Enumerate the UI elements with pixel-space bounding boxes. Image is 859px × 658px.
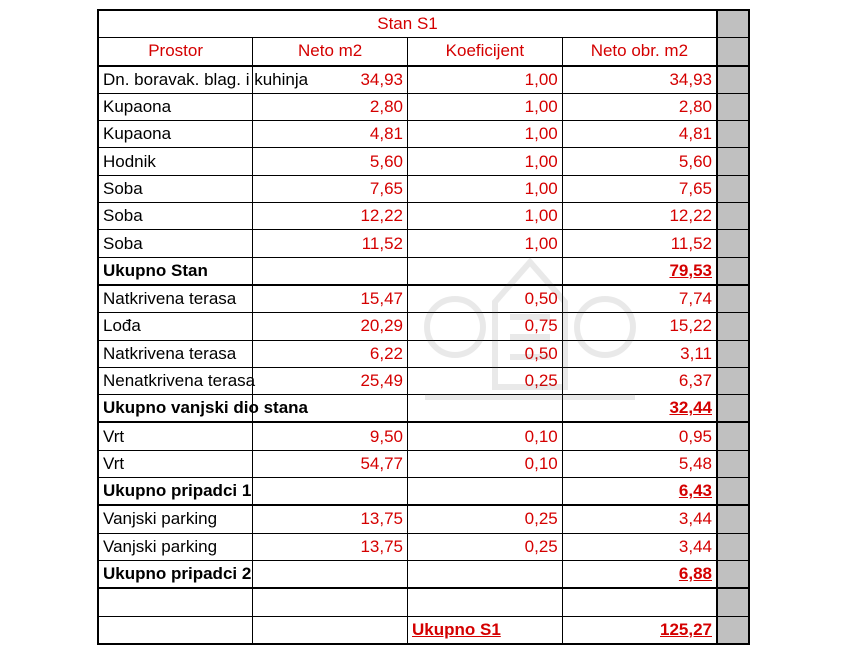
room-name: Vrt [98, 450, 253, 477]
coefficient: 1,00 [408, 121, 563, 148]
coefficient [408, 395, 563, 423]
computed-area: 5,60 [562, 148, 717, 175]
room-name: Vrt [98, 422, 253, 450]
gray-column-cell [717, 395, 749, 423]
computed-area: 3,44 [562, 505, 717, 533]
area-table [97, 9, 750, 645]
coefficient [408, 478, 563, 506]
net-area: 4,81 [253, 121, 408, 148]
room-name: Lođa [98, 313, 253, 340]
gray-column-cell [717, 560, 749, 588]
room-name: Hodnik [98, 148, 253, 175]
gray-column-cell [717, 450, 749, 477]
header-row [98, 38, 749, 66]
net-area [253, 478, 408, 506]
room-name: Kupaona [98, 121, 253, 148]
computed-area: 3,11 [562, 340, 717, 367]
net-area: 9,50 [253, 422, 408, 450]
header-room: Prostor [98, 38, 253, 66]
subtotal-label: Ukupno Stan [98, 257, 253, 285]
computed-area: 0,95 [562, 422, 717, 450]
gray-column-cell [717, 66, 749, 94]
subtotal-value: 6,43 [562, 478, 717, 506]
subtotal-label: Ukupno pripadci 2 [98, 560, 253, 588]
computed-area: 3,44 [562, 533, 717, 560]
subtotal-label: Ukupno vanjski dio stana [98, 395, 253, 423]
net-area: 54,77 [253, 450, 408, 477]
room-name: Vanjski parking [98, 505, 253, 533]
coefficient: 0,10 [408, 450, 563, 477]
subtotal-value: 32,44 [562, 395, 717, 423]
computed-area: 5,48 [562, 450, 717, 477]
subtotal-value: 6,88 [562, 560, 717, 588]
subtotal-value: 79,53 [562, 257, 717, 285]
empty-cell [408, 588, 563, 616]
computed-area: 7,74 [562, 285, 717, 313]
gray-column-cell [717, 478, 749, 506]
gray-column-cell [717, 203, 749, 230]
header-net: Neto m2 [253, 38, 408, 66]
subtotal-row [98, 560, 749, 588]
gray-column-cell [717, 285, 749, 313]
title-row [98, 10, 749, 38]
gray-column-cell [717, 340, 749, 367]
gray-column-cell [717, 230, 749, 257]
table-row [98, 66, 749, 94]
computed-area: 4,81 [562, 121, 717, 148]
header-result: Neto obr. m2 [562, 38, 717, 66]
computed-area: 6,37 [562, 367, 717, 394]
empty-cell [253, 588, 408, 616]
gray-column-cell [717, 367, 749, 394]
net-area: 34,93 [253, 66, 408, 94]
area-table-sheet [97, 9, 750, 649]
net-area: 7,65 [253, 175, 408, 202]
gray-column-cell [717, 93, 749, 120]
grand-total-value: 125,27 [562, 616, 717, 644]
net-area: 12,22 [253, 203, 408, 230]
coefficient: 1,00 [408, 66, 563, 94]
net-area: 2,80 [253, 93, 408, 120]
room-name: Natkrivena terasa [98, 340, 253, 367]
grand-total-row [98, 616, 749, 644]
computed-area: 15,22 [562, 313, 717, 340]
gray-column-cell [717, 313, 749, 340]
gray-column-cell [717, 505, 749, 533]
net-area: 20,29 [253, 313, 408, 340]
coefficient [408, 560, 563, 588]
coefficient: 1,00 [408, 203, 563, 230]
computed-area: 2,80 [562, 93, 717, 120]
gray-column-cell [717, 121, 749, 148]
gray-column-cell [717, 148, 749, 175]
computed-area: 34,93 [562, 66, 717, 94]
computed-area: 12,22 [562, 203, 717, 230]
coefficient [408, 257, 563, 285]
table-row [98, 505, 749, 533]
subtotal-label: Ukupno pripadci 1 [98, 478, 253, 506]
coefficient: 1,00 [408, 148, 563, 175]
table-row [98, 175, 749, 202]
subtotal-row [98, 257, 749, 285]
coefficient: 0,25 [408, 505, 563, 533]
table-row [98, 121, 749, 148]
room-name: Natkrivena terasa [98, 285, 253, 313]
coefficient: 1,00 [408, 230, 563, 257]
room-name: Vanjski parking [98, 533, 253, 560]
header-coef: Koeficijent [408, 38, 563, 66]
gray-column-cell [717, 422, 749, 450]
coefficient: 0,10 [408, 422, 563, 450]
room-name: Dn. boravak. blag. i kuhinja [98, 66, 253, 94]
room-name: Nenatkrivena terasa [98, 367, 253, 394]
coefficient: 0,25 [408, 367, 563, 394]
subtotal-row [98, 478, 749, 506]
room-name: Soba [98, 203, 253, 230]
table-row [98, 450, 749, 477]
coefficient: 1,00 [408, 93, 563, 120]
table-row [98, 203, 749, 230]
room-name: Kupaona [98, 93, 253, 120]
empty-cell [253, 616, 408, 644]
grand-total-label: Ukupno S1 [408, 616, 563, 644]
computed-area: 7,65 [562, 175, 717, 202]
gray-column-cell [717, 616, 749, 644]
empty-row [98, 588, 749, 616]
coefficient: 0,50 [408, 340, 563, 367]
net-area [253, 560, 408, 588]
gray-column-cell [717, 38, 749, 66]
net-area: 15,47 [253, 285, 408, 313]
room-name: Soba [98, 175, 253, 202]
net-area: 5,60 [253, 148, 408, 175]
coefficient: 0,75 [408, 313, 563, 340]
table-row [98, 422, 749, 450]
coefficient: 0,25 [408, 533, 563, 560]
table-row [98, 313, 749, 340]
net-area: 13,75 [253, 533, 408, 560]
table-row [98, 367, 749, 394]
empty-cell [562, 588, 717, 616]
computed-area: 11,52 [562, 230, 717, 257]
coefficient: 1,00 [408, 175, 563, 202]
subtotal-row [98, 395, 749, 423]
table-row [98, 148, 749, 175]
empty-cell [98, 588, 253, 616]
gray-column-cell [717, 257, 749, 285]
net-area: 6,22 [253, 340, 408, 367]
net-area: 13,75 [253, 505, 408, 533]
gray-column-cell [717, 175, 749, 202]
gray-column-cell [717, 533, 749, 560]
net-area [253, 257, 408, 285]
table-title: Stan S1 [98, 10, 717, 38]
table-row [98, 340, 749, 367]
table-row [98, 533, 749, 560]
gray-column-cell [717, 588, 749, 616]
empty-cell [98, 616, 253, 644]
net-area: 25,49 [253, 367, 408, 394]
table-row [98, 285, 749, 313]
table-row [98, 93, 749, 120]
coefficient: 0,50 [408, 285, 563, 313]
room-name: Soba [98, 230, 253, 257]
gray-column-cell [717, 10, 749, 38]
table-row [98, 230, 749, 257]
net-area: 11,52 [253, 230, 408, 257]
